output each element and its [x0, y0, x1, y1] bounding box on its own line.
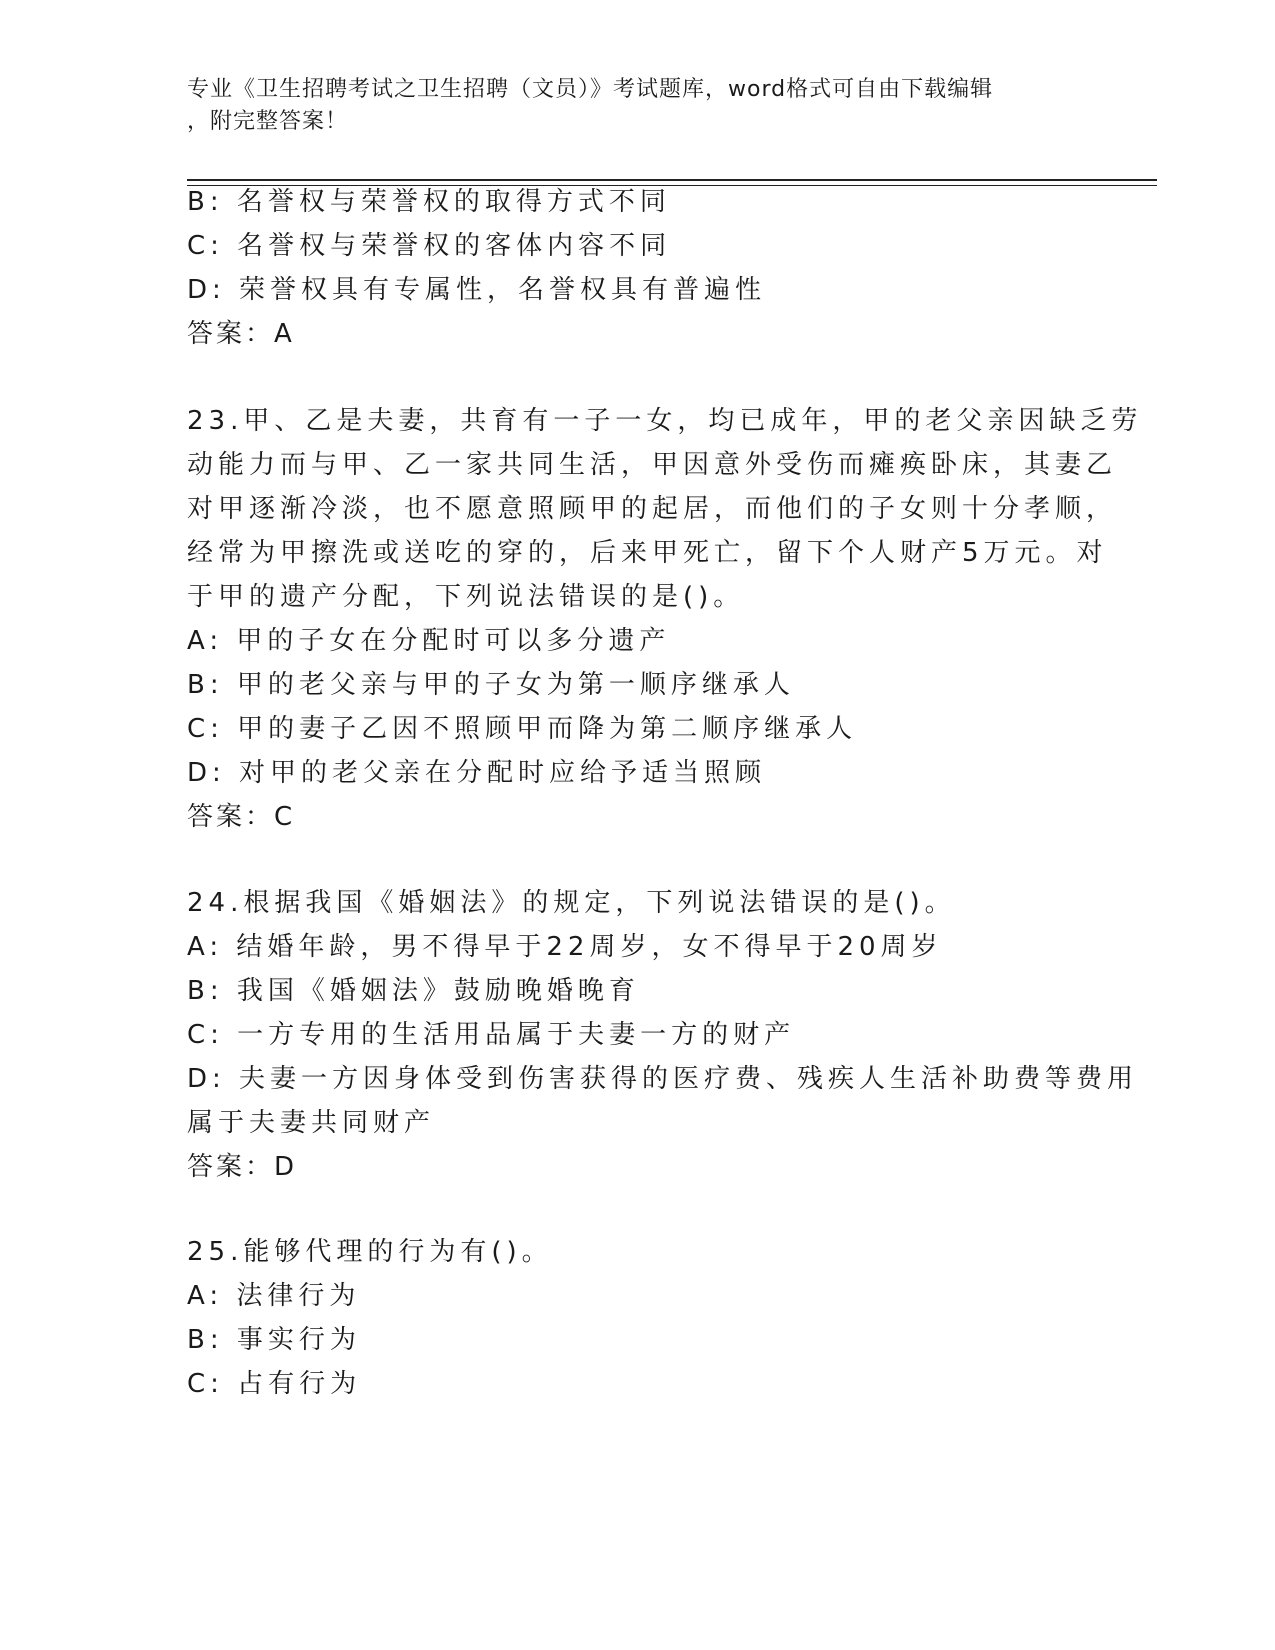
- prev-option-b: B: 名誉权与荣誉权的取得方式不同: [187, 187, 671, 217]
- q23-stem-line-4: 经常为甲擦洗或送吃的穿的，后来甲死亡，留下个人财产5万元。对: [187, 538, 1108, 568]
- q24-option-a: A: 结婚年龄，男不得早于22周岁，女不得早于20周岁: [187, 932, 943, 962]
- header-line-1: 专业《卫生招聘考试之卫生招聘（文员）》考试题库，word格式可自由下载编辑: [187, 77, 994, 102]
- prev-answer: 答案：A: [187, 319, 295, 349]
- q23-stem-line-3: 对甲逐渐冷淡，也不愿意照顾甲的起居，而他们的子女则十分孝顺，: [187, 494, 1118, 524]
- q23-answer: 答案：C: [187, 802, 296, 832]
- q24-option-d: D: 夫妻一方因身体受到伤害获得的医疗费、残疾人生活补助费等费用: [187, 1064, 1139, 1094]
- q24-option-d-continued: 属于夫妻共同财产: [187, 1108, 436, 1138]
- q23-option-c: C: 甲的妻子乙因不照顾甲而降为第二顺序继承人: [187, 714, 858, 744]
- q23-option-b: B: 甲的老父亲与甲的子女为第一顺序继承人: [187, 670, 795, 700]
- q25-stem: 25.能够代理的行为有()。: [187, 1237, 553, 1267]
- prev-option-d: D: 荣誉权具有专属性，名誉权具有普遍性: [187, 275, 767, 305]
- q25-option-b: B: 事实行为: [187, 1325, 361, 1355]
- q24-stem: 24.根据我国《婚姻法》的规定，下列说法错误的是()。: [187, 888, 956, 918]
- q25-option-a: A: 法律行为: [187, 1281, 361, 1311]
- q23-option-d: D: 对甲的老父亲在分配时应给予适当照顾: [187, 758, 767, 788]
- header-line-2: ，附完整答案！: [187, 109, 349, 134]
- q23-stem-line-1: 23.甲、乙是夫妻，共育有一子一女，均已成年，甲的老父亲因缺乏劳: [187, 406, 1143, 436]
- q25-option-c: C: 占有行为: [187, 1369, 362, 1399]
- document-header: [187, 74, 1067, 138]
- q23-stem-line-2: 动能力而与甲、乙一家共同生活，甲因意外受伤而瘫痪卧床，其妻乙: [187, 450, 1118, 480]
- q23-option-a: A: 甲的子女在分配时可以多分遗产: [187, 626, 671, 656]
- q23-stem-line-5: 于甲的遗产分配，下列说法错误的是()。: [187, 582, 745, 612]
- prev-option-c: C: 名誉权与荣誉权的客体内容不同: [187, 231, 672, 261]
- q24-answer: 答案：D: [187, 1152, 298, 1182]
- header-divider-thick: [187, 179, 1157, 181]
- q24-option-c: C: 一方专用的生活用品属于夫妻一方的财产: [187, 1020, 796, 1050]
- q24-option-b: B: 我国《婚姻法》鼓励晚婚晚育: [187, 976, 640, 1006]
